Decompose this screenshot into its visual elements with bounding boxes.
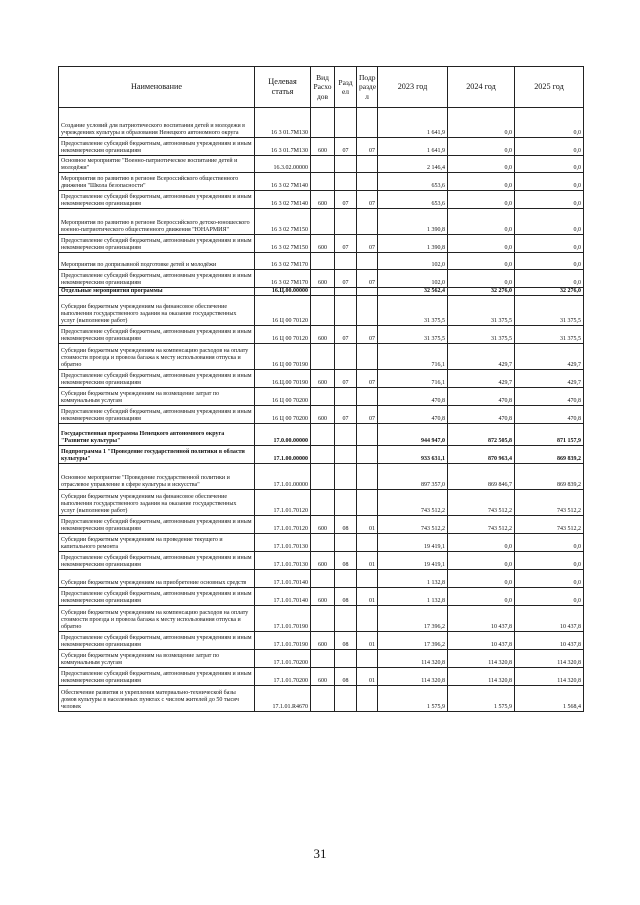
row-value-2025: 114 320,8 [515, 650, 584, 668]
row-value-2023: 1 641,9 [378, 138, 448, 156]
row-section: 08 [335, 632, 357, 650]
row-expense-type: 600 [311, 270, 335, 288]
row-value-2025: 0,0 [515, 570, 584, 588]
row-value-2024: 470,8 [448, 406, 515, 424]
row-code: 17.1.01.70140 [255, 588, 311, 606]
row-section [335, 424, 357, 446]
row-name: Подпрограмма 1 "Проведение государственной политики в области культуры" [59, 446, 255, 464]
row-value-2024: 0,0 [448, 570, 515, 588]
row-name: Предоставление субсидий бюджетным, автономным учреждениям и иным некоммерческим организациям [59, 552, 255, 570]
row-name: Предоставление субсидий бюджетным, автономным учреждениям и иным некоммерческим организациям [59, 326, 255, 344]
row-code: 17.1.01.00000 [255, 464, 311, 490]
row-value-2025: 0,0 [515, 209, 584, 235]
row-section: 07 [335, 138, 357, 156]
row-expense-type [311, 344, 335, 370]
table-row [59, 446, 584, 464]
row-value-2024: 470,8 [448, 388, 515, 406]
row-name: Субсидии бюджетным учреждениям на возмещение затрат по коммунальным услугам [59, 388, 255, 406]
table-row [59, 490, 584, 516]
row-value-2025: 0,0 [515, 191, 584, 209]
row-expense-type: 600 [311, 370, 335, 388]
row-subsection [357, 288, 378, 296]
table-row [59, 191, 584, 209]
row-name: Основное мероприятие "Проведение государственной политики и отраслевое управление в сфере культуры и искусства" [59, 464, 255, 490]
row-section: 07 [335, 270, 357, 288]
row-code: 17.1.01.70120 [255, 490, 311, 516]
row-section [335, 650, 357, 668]
row-value-2025: 31 375,5 [515, 296, 584, 326]
row-value-2023: 716,1 [378, 344, 448, 370]
table-row [59, 632, 584, 650]
row-value-2025: 0,0 [515, 534, 584, 552]
row-value-2024: 0,0 [448, 209, 515, 235]
row-value-2024: 10 437,8 [448, 606, 515, 632]
table-row [59, 588, 584, 606]
row-expense-type [311, 534, 335, 552]
row-section: 07 [335, 235, 357, 253]
row-expense-type: 600 [311, 668, 335, 686]
row-code: 17.1.01.70130 [255, 552, 311, 570]
header-2025: 2025 год [515, 67, 584, 108]
row-value-2024: 0,0 [448, 270, 515, 288]
row-subsection [357, 686, 378, 712]
row-value-2024: 0,0 [448, 534, 515, 552]
row-value-2023: 470,8 [378, 388, 448, 406]
row-subsection [357, 253, 378, 270]
row-code: 16 3 02 7М150 [255, 209, 311, 235]
row-value-2025: 1 568,4 [515, 686, 584, 712]
row-value-2023: 716,1 [378, 370, 448, 388]
row-value-2023: 19 419,1 [378, 534, 448, 552]
row-expense-type [311, 464, 335, 490]
row-section [335, 534, 357, 552]
row-section [335, 288, 357, 296]
row-subsection [357, 296, 378, 326]
row-value-2025: 871 157,9 [515, 424, 584, 446]
row-code: 17.1.01.70200 [255, 668, 311, 686]
row-value-2023: 1 390,8 [378, 209, 448, 235]
row-name: Предоставление субсидий бюджетным, автономным учреждениям и иным некоммерческим организациям [59, 191, 255, 209]
row-expense-type [311, 686, 335, 712]
row-code: 16 3 02 7М140 [255, 173, 311, 191]
row-value-2024: 0,0 [448, 156, 515, 173]
row-name: Субсидии бюджетным учреждениям на приобретение основных средств [59, 570, 255, 588]
row-section: 07 [335, 191, 357, 209]
row-value-2024: 0,0 [448, 588, 515, 606]
row-subsection: 01 [357, 552, 378, 570]
row-value-2023: 470,8 [378, 406, 448, 424]
row-value-2024: 869 846,7 [448, 464, 515, 490]
table-row [59, 406, 584, 424]
row-value-2024: 870 963,4 [448, 446, 515, 464]
row-code: 17.0.00.00000 [255, 424, 311, 446]
table-row [59, 138, 584, 156]
row-section [335, 253, 357, 270]
row-value-2023: 32 562,4 [378, 288, 448, 296]
row-subsection: 07 [357, 406, 378, 424]
table-row [59, 235, 584, 253]
row-subsection: 07 [357, 191, 378, 209]
row-section [335, 209, 357, 235]
budget-table [58, 66, 584, 712]
row-value-2025: 470,8 [515, 406, 584, 424]
row-section [335, 570, 357, 588]
row-expense-type [311, 446, 335, 464]
row-expense-type: 600 [311, 191, 335, 209]
table-row [59, 606, 584, 632]
row-expense-type: 600 [311, 632, 335, 650]
table-row [59, 108, 584, 138]
table-body [59, 108, 584, 712]
row-name: Субсидии бюджетным учреждениям на компенсацию расходов на оплату стоимости проезда и провоза багажа к месту использования отпуска и обратно [59, 606, 255, 632]
row-section [335, 490, 357, 516]
table-row [59, 570, 584, 588]
row-value-2023: 1 641,9 [378, 108, 448, 138]
row-value-2023: 31 375,5 [378, 296, 448, 326]
row-subsection: 07 [357, 138, 378, 156]
row-section: 07 [335, 370, 357, 388]
row-code: 16 3 01.7М130 [255, 108, 311, 138]
row-name: Государственная программа Ненецкого автономного округа "Развитие культуры" [59, 424, 255, 446]
row-section: 07 [335, 406, 357, 424]
row-code: 16 3 02 7М140 [255, 191, 311, 209]
row-name: Создание условий для патриотического воспитания детей и молодежи в учреждениях культуры и образования Ненецкого автономного округа [59, 108, 255, 138]
row-expense-type [311, 570, 335, 588]
row-value-2025: 429,7 [515, 344, 584, 370]
table-row [59, 552, 584, 570]
row-value-2024: 429,7 [448, 344, 515, 370]
row-code: 17.1.01.70120 [255, 516, 311, 534]
row-name: Предоставление субсидий бюджетным, автономным учреждениям и иным некоммерческим организациям [59, 370, 255, 388]
row-value-2025: 743 512,2 [515, 490, 584, 516]
row-value-2023: 743 512,2 [378, 490, 448, 516]
row-value-2023: 19 419,1 [378, 552, 448, 570]
row-value-2024: 872 505,8 [448, 424, 515, 446]
row-subsection: 01 [357, 668, 378, 686]
row-subsection: 01 [357, 588, 378, 606]
row-name: Основное мероприятие "Военно-патриотическое воспитание детей и молодёжи" [59, 156, 255, 173]
row-value-2024: 743 512,2 [448, 490, 515, 516]
row-subsection: 07 [357, 235, 378, 253]
row-expense-type: 600 [311, 588, 335, 606]
header-code: Целевая статья [255, 67, 311, 108]
row-subsection [357, 156, 378, 173]
row-section [335, 446, 357, 464]
row-value-2023: 1 390,8 [378, 235, 448, 253]
row-value-2024: 114 320,8 [448, 668, 515, 686]
row-expense-type [311, 156, 335, 173]
row-value-2025: 0,0 [515, 138, 584, 156]
row-expense-type: 600 [311, 516, 335, 534]
row-code: 17.1.01.70140 [255, 570, 311, 588]
header-section: Разд ел [335, 67, 357, 108]
table-row [59, 270, 584, 288]
row-expense-type [311, 490, 335, 516]
table-row [59, 668, 584, 686]
row-code: 17.1.01.70130 [255, 534, 311, 552]
row-name: Предоставление субсидий бюджетным, автономным учреждениям и иным некоммерческим организациям [59, 668, 255, 686]
row-code: 16.Ц.00 70190 [255, 370, 311, 388]
row-value-2023: 1 132,8 [378, 570, 448, 588]
table-row [59, 344, 584, 370]
row-subsection: 07 [357, 270, 378, 288]
row-value-2024: 0,0 [448, 108, 515, 138]
row-value-2025: 0,0 [515, 235, 584, 253]
table-row [59, 534, 584, 552]
row-section [335, 606, 357, 632]
row-code: 16 Ц 00 70200 [255, 388, 311, 406]
row-expense-type [311, 424, 335, 446]
row-subsection [357, 606, 378, 632]
row-code: 16 Ц 00 70120 [255, 296, 311, 326]
row-subsection: 01 [357, 516, 378, 534]
table-row [59, 296, 584, 326]
row-subsection [357, 570, 378, 588]
row-section [335, 156, 357, 173]
row-value-2024: 10 437,8 [448, 632, 515, 650]
row-expense-type: 600 [311, 326, 335, 344]
row-value-2024: 0,0 [448, 552, 515, 570]
row-name: Мероприятия по развитию в регионе Всероссийского детско-юношеского военно-патриотического общественного движения "ЮНАРМИЯ" [59, 209, 255, 235]
header-2023: 2023 год [378, 67, 448, 108]
row-expense-type [311, 173, 335, 191]
row-subsection [357, 424, 378, 446]
table-row [59, 288, 584, 296]
row-subsection [357, 650, 378, 668]
row-value-2025: 470,8 [515, 388, 584, 406]
row-value-2025: 429,7 [515, 370, 584, 388]
row-value-2023: 1 575,9 [378, 686, 448, 712]
row-value-2025: 743 512,2 [515, 516, 584, 534]
row-value-2024: 0,0 [448, 235, 515, 253]
header-name: Наименование [59, 67, 255, 108]
row-subsection: 01 [357, 632, 378, 650]
row-value-2023: 17 396,2 [378, 606, 448, 632]
row-name: Мероприятия по развитию в регионе Всероссийского общественного движения "Школа безопасности" [59, 173, 255, 191]
row-name: Субсидии бюджетным учреждениям на проведение текущего и капитального ремонта [59, 534, 255, 552]
row-subsection: 07 [357, 370, 378, 388]
row-value-2024: 0,0 [448, 138, 515, 156]
row-value-2023: 114 320,8 [378, 650, 448, 668]
row-value-2024: 1 575,9 [448, 686, 515, 712]
row-code: 17.1.00.00000 [255, 446, 311, 464]
row-value-2024: 429,7 [448, 370, 515, 388]
table-row [59, 326, 584, 344]
row-code: 17.1.01.R4670 [255, 686, 311, 712]
row-code: 16 3 02 7М170 [255, 270, 311, 288]
row-expense-type [311, 606, 335, 632]
row-value-2023: 31 375,5 [378, 326, 448, 344]
row-value-2023: 743 512,2 [378, 516, 448, 534]
row-code: 16 Ц 00 70120 [255, 326, 311, 344]
row-section: 08 [335, 588, 357, 606]
row-value-2024: 32 276,0 [448, 288, 515, 296]
row-value-2025: 31 375,5 [515, 326, 584, 344]
row-value-2025: 0,0 [515, 270, 584, 288]
row-subsection [357, 173, 378, 191]
row-subsection [357, 388, 378, 406]
row-value-2023: 102,0 [378, 253, 448, 270]
row-name: Отдельные мероприятия программы [59, 288, 255, 296]
row-expense-type [311, 296, 335, 326]
row-code: 17.1.01.70190 [255, 632, 311, 650]
row-subsection [357, 108, 378, 138]
table-row [59, 650, 584, 668]
table-row [59, 156, 584, 173]
row-code: 16 3 02 7М170 [255, 253, 311, 270]
row-name: Субсидии бюджетным учреждениям на финансовое обеспечение выполнения государственного задания на оказание государственных услуг (выполнение работ) [59, 490, 255, 516]
row-subsection [357, 464, 378, 490]
row-value-2025: 0,0 [515, 552, 584, 570]
row-subsection: 07 [357, 326, 378, 344]
table-row [59, 388, 584, 406]
row-code: 16 3 01.7М130 [255, 138, 311, 156]
row-expense-type [311, 288, 335, 296]
row-value-2025: 0,0 [515, 588, 584, 606]
header-expense-type: Вид Расхо дов [311, 67, 335, 108]
row-expense-type [311, 253, 335, 270]
table-row [59, 686, 584, 712]
row-name: Предоставление субсидий бюджетным, автономным учреждениям и иным некоммерческим организациям [59, 235, 255, 253]
table-row [59, 424, 584, 446]
page-number: 31 [313, 846, 327, 861]
row-value-2023: 17 396,2 [378, 632, 448, 650]
row-expense-type: 600 [311, 406, 335, 424]
row-value-2023: 933 631,1 [378, 446, 448, 464]
row-name: Предоставление субсидий бюджетным, автономным учреждениям и иным некоммерческим организациям [59, 406, 255, 424]
row-value-2023: 944 947,0 [378, 424, 448, 446]
row-value-2023: 114 320,8 [378, 668, 448, 686]
row-name: Мероприятия по допризывной подготовке детей и молодёжи [59, 253, 255, 270]
table-row [59, 516, 584, 534]
row-section [335, 173, 357, 191]
row-value-2023: 653,6 [378, 173, 448, 191]
row-value-2025: 32 276,0 [515, 288, 584, 296]
row-value-2024: 743 512,2 [448, 516, 515, 534]
row-section [335, 686, 357, 712]
row-name: Субсидии бюджетным учреждениям на компенсацию расходов на оплату стоимости проезда и провоза багажа к месту использования отпуска и обратно [59, 344, 255, 370]
row-name: Субсидии бюджетным учреждениям на возмещение затрат по коммунальным услугам [59, 650, 255, 668]
row-name: Предоставление субсидий бюджетным, автономным учреждениям и иным некоммерческим организациям [59, 516, 255, 534]
row-value-2023: 1 132,8 [378, 588, 448, 606]
row-subsection [357, 490, 378, 516]
row-value-2024: 0,0 [448, 253, 515, 270]
row-subsection [357, 209, 378, 235]
row-value-2025: 0,0 [515, 108, 584, 138]
row-value-2025: 0,0 [515, 173, 584, 191]
row-code: 16 3 02 7М150 [255, 235, 311, 253]
row-code: 16.Ц.00.00000 [255, 288, 311, 296]
row-name: Обеспечение развития и укрепления материально-технической базы домов культуры в населенных пунктах с числом жителей до 50 тысяч человек [59, 686, 255, 712]
row-value-2024: 0,0 [448, 191, 515, 209]
row-value-2025: 10 437,8 [515, 606, 584, 632]
header-subsection: Подр разде л [357, 67, 378, 108]
table-row [59, 464, 584, 490]
row-value-2024: 31 375,5 [448, 326, 515, 344]
row-section: 07 [335, 326, 357, 344]
row-subsection [357, 534, 378, 552]
row-value-2025: 0,0 [515, 156, 584, 173]
row-expense-type: 600 [311, 552, 335, 570]
row-section [335, 344, 357, 370]
row-section: 08 [335, 552, 357, 570]
row-value-2023: 653,6 [378, 191, 448, 209]
row-section [335, 388, 357, 406]
header-2024: 2024 год [448, 67, 515, 108]
row-section [335, 108, 357, 138]
row-section: 08 [335, 668, 357, 686]
row-code: 16.3.02.00000 [255, 156, 311, 173]
row-value-2024: 114 320,8 [448, 650, 515, 668]
row-code: 16 Ц 00 70190 [255, 344, 311, 370]
row-subsection [357, 344, 378, 370]
row-expense-type: 600 [311, 235, 335, 253]
row-subsection [357, 446, 378, 464]
table-row [59, 209, 584, 235]
row-code: 16 Ц 00 70200 [255, 406, 311, 424]
row-code: 17.1.01.70190 [255, 606, 311, 632]
row-value-2023: 102,0 [378, 270, 448, 288]
row-expense-type [311, 388, 335, 406]
row-name: Предоставление субсидий бюджетным, автономным учреждениям и иным некоммерческим организациям [59, 270, 255, 288]
row-value-2025: 869 839,2 [515, 446, 584, 464]
row-code: 17.1.01.70200 [255, 650, 311, 668]
row-section [335, 464, 357, 490]
table-row [59, 253, 584, 270]
row-value-2023: 2 146,4 [378, 156, 448, 173]
row-value-2025: 114 320,8 [515, 668, 584, 686]
row-name: Предоставление субсидий бюджетным, автономным учреждениям и иным некоммерческим организациям [59, 588, 255, 606]
row-name: Предоставление субсидий бюджетным, автономным учреждениям и иным некоммерческим организациям [59, 632, 255, 650]
row-expense-type: 600 [311, 138, 335, 156]
row-value-2025: 0,0 [515, 253, 584, 270]
row-value-2024: 31 375,5 [448, 296, 515, 326]
row-value-2023: 897 357,0 [378, 464, 448, 490]
row-name: Субсидии бюджетным учреждениям на финансовое обеспечение выполнения государственного задания на оказание государственных услуг (выполнение работ) [59, 296, 255, 326]
row-value-2024: 0,0 [448, 173, 515, 191]
header-row [59, 67, 584, 108]
row-expense-type [311, 209, 335, 235]
row-value-2025: 10 437,8 [515, 632, 584, 650]
row-section [335, 296, 357, 326]
row-value-2025: 869 839,2 [515, 464, 584, 490]
row-expense-type [311, 108, 335, 138]
table-row [59, 173, 584, 191]
table-row [59, 370, 584, 388]
row-name: Предоставление субсидий бюджетным, автономным учреждениям и иным некоммерческим организациям [59, 138, 255, 156]
row-expense-type [311, 650, 335, 668]
row-section: 08 [335, 516, 357, 534]
